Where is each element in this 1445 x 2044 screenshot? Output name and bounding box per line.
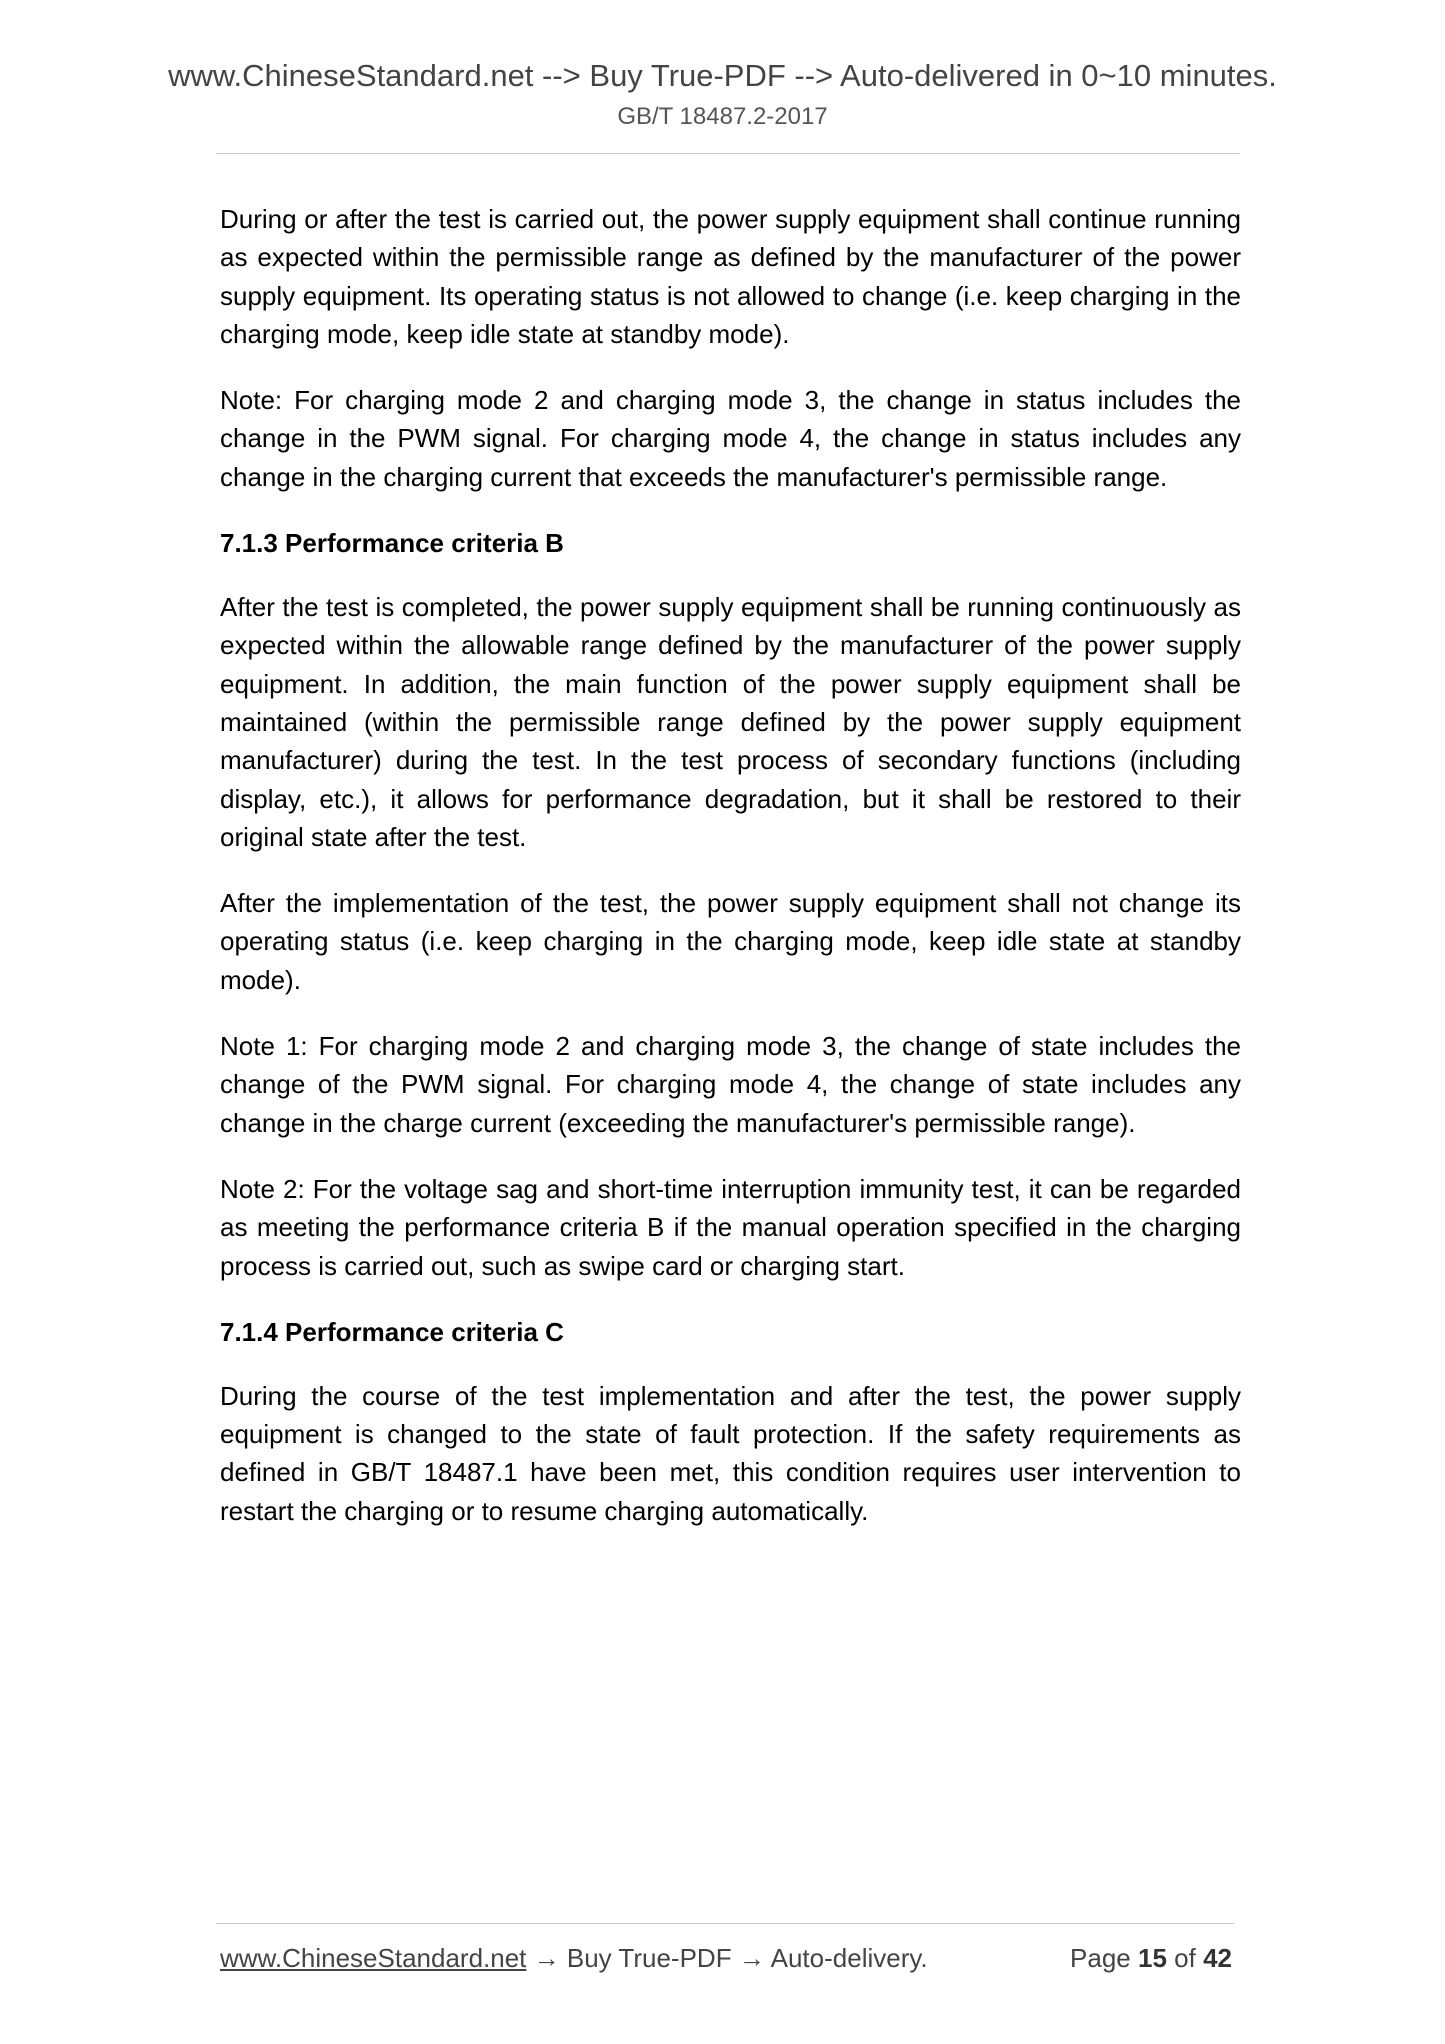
paragraph-criteria-b-note-1: Note 1: For charging mode 2 and charging mode 3, the change of state includes the change of the PWM signal. For charging mode 4, the change of state includes any change in the charge current (exceeding the manufacturer's permissible range). (220, 1031, 1241, 1138)
footer-site-link[interactable]: www.ChineseStandard.net (220, 1943, 527, 1973)
page-number (1070, 1941, 1232, 1975)
section-heading-7-1-4: 7.1.4 Performance criteria C (220, 1316, 564, 1347)
footer-buy-text: Buy True-PDF (566, 1943, 732, 1973)
arrow-right-icon: → (533, 1943, 560, 1973)
header-divider (216, 153, 1240, 154)
total-pages: 42 (1203, 1943, 1232, 1973)
page-header (0, 56, 1445, 132)
paragraph-criteria-a-note: Note: For charging mode 2 and charging mode 3, the change in status includes the change in the PWM signal. For charging mode 4, the change in status includes any change in the charging current that exceeds the manufacturer's permissible range. (220, 385, 1241, 492)
paragraph-criteria-b-status: After the implementation of the test, the power supply equipment shall not change its operating status (i.e. keep charging in the charging mode, keep idle state at standby mode). (220, 888, 1241, 995)
footer-divider (216, 1923, 1234, 1924)
standard-number: GB/T 18487.2-2017 (617, 103, 828, 130)
document-body (220, 200, 1241, 1558)
paragraph-criteria-b-note-2: Note 2: For the voltage sag and short-time interruption immunity test, it can be regarded as meeting the performance criteria B if the manual operation specified in the charging process is carried out, such as swipe card or charging start. (220, 1173, 1241, 1281)
footer-promo (220, 1941, 928, 1975)
of-word: of (1174, 1943, 1196, 1973)
current-page: 15 (1138, 1943, 1167, 1973)
paragraph-criteria-c-requirement: During the course of the test implementation and after the test, the power supply equipment is changed to the state of fault protection. If the safety requirements as defined in GB/T 18487.1 have been met, this condition requires user intervention to restart the charging or to resume charging automatically. (220, 1380, 1241, 1526)
footer-delivery-text: Auto-delivery. (770, 1943, 928, 1973)
paragraph-criteria-a-requirement: During or after the test is carried out, the power supply equipment shall continue running as expected within the permissible range as defined by the manufacturer of the power supply equipment. Its operating status is not allowed to change (i.e. keep charging in the charging mode, keep idle state at standby mode). (220, 204, 1241, 349)
page-word: Page (1070, 1943, 1131, 1973)
header-banner: www.ChineseStandard.net --> Buy True-PDF --> Auto-delivered in 0~10 minutes. (168, 58, 1277, 93)
arrow-right-icon: → (738, 1943, 765, 1973)
section-heading-7-1-3: 7.1.3 Performance criteria B (220, 528, 564, 559)
paragraph-criteria-b-requirement: After the test is completed, the power supply equipment shall be running continuously as expected within the allowable range defined by the manufacturer of the power supply equipment. In addition, the main function of the power supply equipment shall be maintained (within the permissible range defined by the power supply equipment manufacturer) during the test. In the test process of secondary functions (including display, etc.), it allows for performance degradation, but it shall be restored to their original state after the test. (220, 592, 1241, 852)
